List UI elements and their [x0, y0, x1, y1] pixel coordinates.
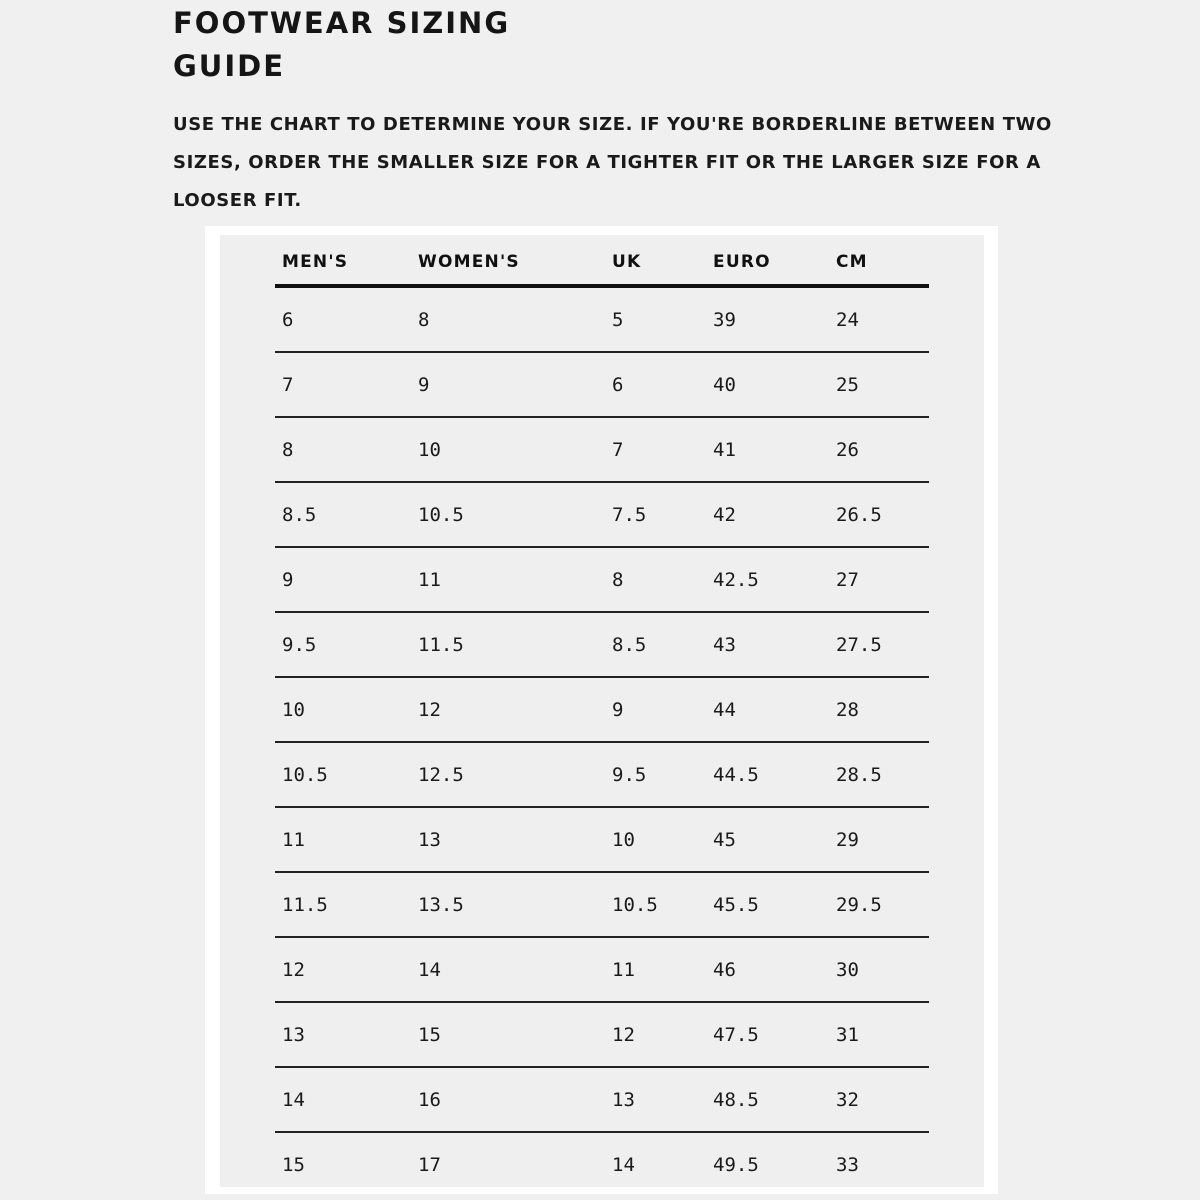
cell-womens: 14	[418, 958, 441, 981]
cell-mens: 7	[282, 373, 294, 396]
cell-cm: 32	[836, 1088, 859, 1111]
cell-mens: 11.5	[282, 893, 328, 916]
cell-uk: 12	[612, 1023, 635, 1046]
table-row	[275, 1003, 929, 1068]
cell-cm: 28	[836, 698, 859, 721]
cell-euro: 43	[713, 633, 736, 656]
cell-euro: 42.5	[713, 568, 759, 591]
page-title: FOOTWEAR SIZING GUIDE	[173, 6, 511, 83]
cell-euro: 41	[713, 438, 736, 461]
cell-mens: 6	[282, 308, 294, 331]
cell-mens: 12	[282, 958, 305, 981]
cell-cm: 29.5	[836, 893, 882, 916]
table-row	[275, 808, 929, 873]
table-row	[275, 483, 929, 548]
table-body	[275, 288, 929, 1196]
cell-womens: 13	[418, 828, 441, 851]
column-header-cm: CM	[836, 252, 868, 272]
cell-cm: 29	[836, 828, 859, 851]
cell-mens: 14	[282, 1088, 305, 1111]
cell-euro: 39	[713, 308, 736, 331]
cell-uk: 9.5	[612, 763, 647, 786]
intro-text: USE THE CHART TO DETERMINE YOUR SIZE. IF YOU'RE BORDERLINE BETWEEN TWO SIZES, ORDER THE SMALLER SIZE FOR A TIGHTER FIT OR THE LARGER SIZE FOR A LOOSER FIT.	[173, 114, 1052, 211]
cell-womens: 10.5	[418, 503, 464, 526]
column-header-mens: MEN'S	[282, 252, 349, 272]
table-row	[275, 548, 929, 613]
table-row	[275, 873, 929, 938]
table-row	[275, 1133, 929, 1196]
cell-mens: 13	[282, 1023, 305, 1046]
cell-mens: 9.5	[282, 633, 317, 656]
cell-cm: 26	[836, 438, 859, 461]
table-row	[275, 743, 929, 808]
cell-mens: 9	[282, 568, 294, 591]
cell-mens: 10.5	[282, 763, 328, 786]
cell-cm: 27	[836, 568, 859, 591]
cell-cm: 31	[836, 1023, 859, 1046]
table-row	[275, 418, 929, 483]
cell-euro: 45	[713, 828, 736, 851]
cell-mens: 8.5	[282, 503, 317, 526]
cell-uk: 14	[612, 1153, 635, 1176]
cell-womens: 12.5	[418, 763, 464, 786]
cell-uk: 7.5	[612, 503, 647, 526]
cell-cm: 26.5	[836, 503, 882, 526]
cell-euro: 44.5	[713, 763, 759, 786]
cell-mens: 10	[282, 698, 305, 721]
cell-mens: 8	[282, 438, 294, 461]
cell-uk: 10.5	[612, 893, 658, 916]
cell-cm: 28.5	[836, 763, 882, 786]
cell-uk: 5	[612, 308, 624, 331]
cell-euro: 49.5	[713, 1153, 759, 1176]
cell-uk: 10	[612, 828, 635, 851]
table-row	[275, 678, 929, 743]
cell-mens: 11	[282, 828, 305, 851]
size-table	[275, 240, 929, 1196]
cell-euro: 45.5	[713, 893, 759, 916]
cell-cm: 33	[836, 1153, 859, 1176]
cell-mens: 15	[282, 1153, 305, 1176]
cell-cm: 27.5	[836, 633, 882, 656]
cell-euro: 47.5	[713, 1023, 759, 1046]
cell-uk: 7	[612, 438, 624, 461]
column-header-euro: EURO	[713, 252, 771, 272]
table-row	[275, 1068, 929, 1133]
cell-uk: 6	[612, 373, 624, 396]
cell-euro: 48.5	[713, 1088, 759, 1111]
cell-cm: 25	[836, 373, 859, 396]
column-header-womens: WOMEN'S	[418, 252, 520, 272]
cell-womens: 12	[418, 698, 441, 721]
cell-euro: 42	[713, 503, 736, 526]
cell-womens: 17	[418, 1153, 441, 1176]
cell-uk: 8.5	[612, 633, 647, 656]
table-row	[275, 288, 929, 353]
cell-euro: 40	[713, 373, 736, 396]
cell-womens: 9	[418, 373, 430, 396]
cell-uk: 9	[612, 698, 624, 721]
cell-cm: 24	[836, 308, 859, 331]
cell-womens: 13.5	[418, 893, 464, 916]
table-row	[275, 613, 929, 678]
cell-womens: 16	[418, 1088, 441, 1111]
cell-cm: 30	[836, 958, 859, 981]
cell-womens: 8	[418, 308, 430, 331]
table-row	[275, 353, 929, 418]
cell-euro: 46	[713, 958, 736, 981]
column-header-uk: UK	[612, 252, 642, 272]
cell-womens: 10	[418, 438, 441, 461]
cell-euro: 44	[713, 698, 736, 721]
cell-uk: 8	[612, 568, 624, 591]
table-row	[275, 938, 929, 1003]
cell-womens: 15	[418, 1023, 441, 1046]
cell-womens: 11.5	[418, 633, 464, 656]
cell-uk: 11	[612, 958, 635, 981]
cell-uk: 13	[612, 1088, 635, 1111]
cell-womens: 11	[418, 568, 441, 591]
table-header-row	[275, 240, 929, 288]
